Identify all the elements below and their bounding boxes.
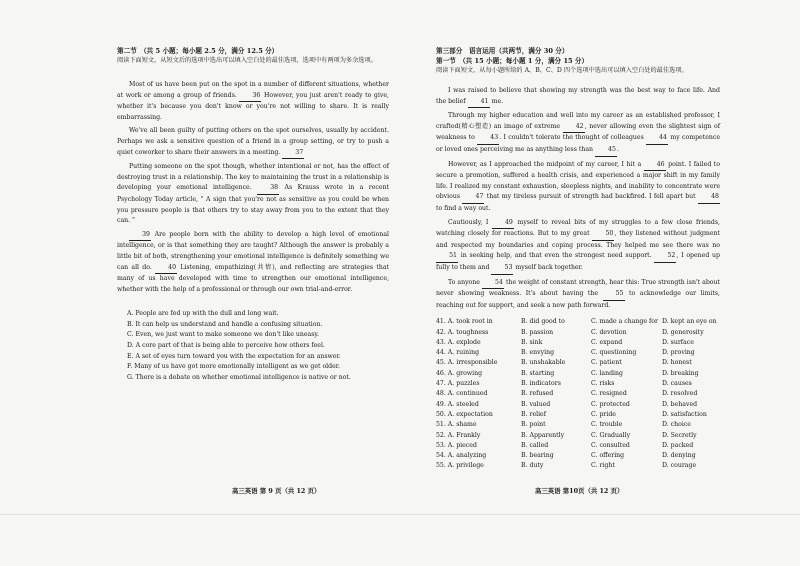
paragraph: We've all been guilty of putting others on the spot ourselves, usually by accident. Perhaps we ask a sensitive question of a friend in a group setting, or try to push a quiet coworker to share their answers in a meeting. 37 — [117, 126, 389, 159]
blank-36: 36 — [239, 91, 261, 103]
choice-cell: C. expand — [591, 338, 623, 346]
choice-cell: D. honest — [662, 359, 692, 367]
blank-37: 37 — [282, 148, 304, 160]
choice-cell: D. surface — [662, 338, 694, 346]
choice-cell: B. relief — [521, 410, 547, 418]
paragraph: 39 Are people born with the ability to develop a high level of emotional intelligence, or is that something they are taught? Although the answer is probably a little bit of both, strengthening your emotional intelligence is definitely something we can all do. 40 Listening, empathizing(共情), and reflecting are strategies that many of us have developed with time to strengthen our emotional intelligence, whether with the help of a professional or through our own trial-and-error. — [117, 230, 390, 293]
blank-41: 41 — [468, 97, 490, 109]
paragraph: Putting someone on the spot though, whether intentional or not, has the effect of destroying trust in a relationship. The key to maintaining the trust in a relationship is developing your emotional intelligence. 38 As Krauss wrote in a recent Psychology Today article, " A sign that you're not as sensitive as you could be when you pressure people is that others try to stay away from you to the extent that they can. " — [117, 163, 389, 225]
blank-51: 51 — [436, 251, 458, 263]
choice-cell: 51. A. shame — [436, 421, 477, 429]
choice-cell: D. breaking — [662, 369, 699, 377]
choice-cell: 54. A. analyzing — [436, 452, 487, 460]
choice-cell: D. choice — [662, 421, 691, 429]
paragraph: Most of us have been put on the spot in a number of different situations, whether at work or among a group of friends. 36 However, you just aren't ready to give, whether it's because you don't know or you're not willing to share. It is really embarrassing. — [117, 81, 389, 121]
blank-54: 54 — [482, 278, 504, 290]
choice-cell: C. Gradually — [591, 431, 631, 439]
choice-cell: C. landing — [591, 369, 623, 377]
choice-cell: B. did good to — [521, 318, 565, 326]
choice-cell: 50. A. expectation — [436, 410, 493, 418]
choice-cell: C. questioning — [591, 349, 637, 357]
paragraph: I was raised to believe that showing my strength was the best way to face life. And the belief 41 me. — [436, 86, 720, 108]
right-column — [436, 46, 720, 472]
paragraph: To anyone 54 the weight of constant strength, hear this: True strength isn't about never showing weakness. It's about having the 55 to acknowledge our limits, reaching out for support, and seek a new path forward. — [436, 278, 720, 309]
choice-cell: 49. A. steeled — [436, 400, 479, 408]
choice-cell: 52. A. Frankly — [436, 431, 481, 439]
choice-cell: C. devotion — [591, 328, 627, 336]
choice-cell: 42. A. toughness — [436, 328, 489, 336]
choice-cell: D. kept an eye on — [662, 318, 717, 326]
choice-cell: C. offering — [591, 452, 625, 460]
choice-cell: D. denying — [662, 452, 696, 460]
blank-39: 39 — [129, 230, 151, 242]
choice-cell: B. sink — [521, 338, 543, 346]
option-list — [117, 309, 389, 383]
paragraph: Through my higher education and well into my career as an established professor, I crafted(精心塑造) an image of extreme 42, never allowing even the slightest sign of weakness to 43. I couldn't tolerate the thought of colleagues 44 my competence or loved ones perceiving me as anything less than 45. — [436, 111, 720, 156]
divider — [0, 514, 800, 515]
blank-49: 49 — [492, 218, 514, 230]
blank-55: 55 — [603, 289, 625, 301]
choice-cell: D. causes — [662, 380, 692, 388]
choice-cell: 44. A. ruining — [436, 349, 480, 357]
paragraph: However, as I approached the midpoint of my career, I hit a 46 point. I failed to secure a promotion, suffered a health crisis, and experienced a major shift in my family life. I realized my constant exhaustion, sleepless nights, and inability to concentrate were obvious 47 that my tireless pursuit of strength had backfired. I fell apart but 48 to find a way out. — [436, 160, 721, 212]
section-title: 第二节 （共 5 小题；每小题 2.5 分，满分 12.5 分） — [117, 47, 279, 55]
choice-cell: B. passion — [521, 328, 554, 336]
choice-cell: D. generosity — [662, 328, 704, 336]
choice-cell: C. made a change for — [591, 318, 658, 326]
page-footer-right: 高三英语 第10页（共 12 页） — [535, 487, 624, 495]
choice-cell: 45. A. irresponsible — [436, 359, 498, 367]
blank-46: 46 — [644, 160, 666, 172]
left-column — [117, 46, 389, 383]
choice-cell: C. resigned — [591, 390, 627, 398]
choice-cell: D. resolved — [662, 390, 698, 398]
choice-cell: 43. A. explode — [436, 338, 481, 346]
blank-44: 44 — [646, 133, 668, 145]
choice-cell: B. point — [521, 421, 546, 429]
choice-cell: 55. A. privilege — [436, 462, 484, 470]
choice-cell: B. bearing — [521, 452, 554, 460]
choice-cell: 47. A. puzzles — [436, 380, 480, 388]
choice-cell: C. consulted — [591, 441, 630, 449]
choice-cell: D. proving — [662, 349, 695, 357]
choice-cell: 48. A. continued — [436, 390, 488, 398]
part-title: 第三部分 语言运用（共两节，满分 30 分） — [436, 47, 569, 55]
choice-grid — [436, 317, 720, 471]
blank-48: 48 — [698, 192, 720, 204]
choice-cell: C. patient — [591, 359, 622, 367]
choice-cell: B. refused — [521, 390, 554, 398]
paragraph: Cautiously, I 49 myself to reveal bits of my struggles to a few close friends, watching closely for reactions. But to my great 50, they listened without judgment and respected my boundaries and coping process. They helped me see there was no 51 in seeking help, and that even the strongest need support. 52, I opened up fully to them and 53 myself back together. — [436, 218, 720, 275]
choice-cell: C. pride — [591, 410, 616, 418]
choice-cell: 53. A. pieced — [436, 441, 477, 449]
passage — [436, 86, 720, 311]
choice-cell: B. Apparently — [521, 431, 565, 439]
option-item: B. It can help us understand and handle a confusing situation. — [127, 320, 323, 328]
section-title: 第一节 （共 15 小题；每小题 1 分，满分 15 分） — [436, 57, 589, 65]
option-item: D. A core part of that is being able to perceive how others feel. — [127, 342, 325, 350]
choice-cell: D. behaved — [662, 400, 698, 408]
instruction: 阅读下面短文，从每小题所给的 A、B、C、D 四个选项中选出可以填入空白处的最佳选项。 — [436, 67, 688, 74]
blank-38: 38 — [257, 183, 279, 195]
choice-cell: D. Secretly — [662, 431, 697, 439]
choice-cell: B. starting — [521, 369, 555, 377]
choice-cell: D. courage — [662, 462, 697, 470]
blank-43: 43 — [477, 133, 499, 145]
choice-cell: D. satisfaction — [662, 410, 707, 418]
option-item: C. Even, we just want to make someone we don't like uneasy. — [127, 331, 320, 339]
choice-cell: B. unshakable — [521, 359, 566, 367]
option-item: F. Many of us have got more emotionally intelligent as we get older. — [127, 363, 341, 371]
choice-cell: B. called — [521, 441, 549, 449]
choice-cell: C. risks — [591, 380, 615, 388]
choice-cell: B. envying — [521, 349, 555, 357]
page-footer-left: 高三英语 第 9 页（共 12 页） — [232, 487, 321, 495]
option-item: E. A set of eyes turn toward you with the expectation for an answer. — [127, 352, 341, 360]
blank-42: 42 — [563, 122, 585, 134]
choice-cell: 41. A. took root in — [436, 318, 493, 326]
option-item: A. People are fed up with the dull and long wait. — [127, 310, 279, 318]
blank-50: 50 — [592, 229, 614, 241]
blank-53: 53 — [491, 263, 513, 275]
passage — [117, 80, 389, 295]
choice-cell: B. valued — [521, 400, 551, 408]
blank-47: 47 — [462, 192, 484, 204]
choice-cell: D. packed — [662, 441, 694, 449]
instruction: 阅读下面短文，从短文后的选项中选出可以填入空白处的最佳选项，选项中有两项为多余选项。 — [117, 57, 377, 64]
choice-cell: B. duty — [521, 462, 544, 470]
choice-cell: C. trouble — [591, 421, 623, 429]
blank-52: 52 — [654, 251, 676, 263]
choice-cell: C. right — [591, 462, 615, 470]
choice-cell: C. protected — [591, 400, 630, 408]
blank-45: 45 — [595, 145, 617, 157]
choice-cell: B. indicators — [521, 380, 561, 388]
choice-cell: 46. A. growing — [436, 369, 483, 377]
option-item: G. There is a debate on whether emotional intelligence is native or not. — [127, 373, 351, 381]
blank-40: 40 — [155, 263, 177, 275]
